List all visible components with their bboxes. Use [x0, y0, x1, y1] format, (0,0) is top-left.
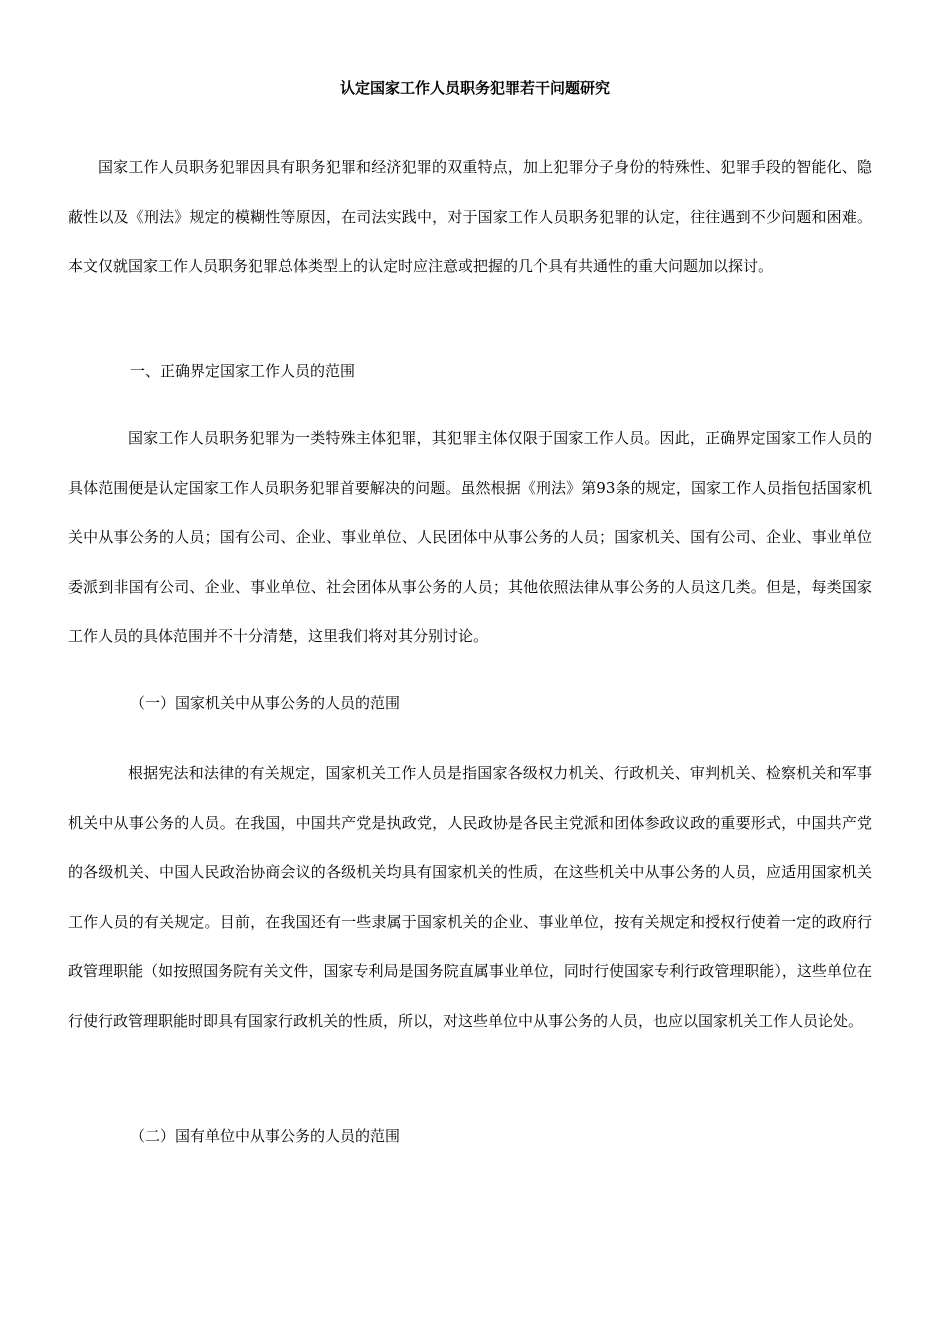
section-heading-1: 一、正确界定国家工作人员的范围: [130, 362, 356, 380]
subsection-heading-1: （一）国家机关中从事公务的人员的范围: [130, 694, 401, 712]
document-title: 认定国家工作人员职务犯罪若干问题研究: [339, 79, 610, 97]
subsection-heading-2: （二）国有单位中从事公务的人员的范围: [130, 1127, 401, 1145]
subsection-1-paragraph: 根据宪法和法律的有关规定，国家机关工作人员是指国家各级权力机关、行政机关、审判机关、检察机关和军事机关中从事公务的人员。在我国，中国共产党是执政党，人民政协是各民主党派和团体参政议政的重要形式，中国共产党的各级机关、中国人民政治协商会议的各级机关均具有国家机关的性质，在这些机关中从事公务的人员，应适用国家机关工作人员的有关规定。目前，在我国还有一些隶属于国家机关的企业、事业单位，按有关规定和授权行使着一定的政府行政管理职能（如按照国务院有关文件，国家专利局是国务院直属事业单位，同时行使国家专利行政管理职能），这些单位在行使行政管理职能时即具有国家行政机关的性质，所以，对这些单位中从事公务的人员，也应以国家机关工作人员论处。: [68, 764, 872, 1030]
intro-paragraph: 国家工作人员职务犯罪因具有职务犯罪和经济犯罪的双重特点，加上犯罪分子身份的特殊性、犯罪手段的智能化、隐蔽性以及《刑法》规定的模糊性等原因，在司法实践中，对于国家工作人员职务犯罪的认定，往往遇到不少问题和困难。本文仅就国家工作人员职务犯罪总体类型上的认定时应注意或把握的几个具有共通性的重大问题加以探讨。: [68, 158, 872, 276]
section-1-paragraph: 国家工作人员职务犯罪为一类特殊主体犯罪，其犯罪主体仅限于国家工作人员。因此，正确界定国家工作人员的具体范围便是认定国家工作人员职务犯罪首要解决的问题。虽然根据《刑法》第93条的规定，国家工作人员指包括国家机关中从事公务的人员；国有公司、企业、事业单位、人民团体中从事公务的人员；国家机关、国有公司、企业、事业单位委派到非国有公司、企业、事业单位、社会团体从事公务的人员；其他依照法律从事公务的人员这几类。但是，每类国家工作人员的具体范围并不十分清楚，这里我们将对其分别讨论。: [68, 429, 872, 646]
